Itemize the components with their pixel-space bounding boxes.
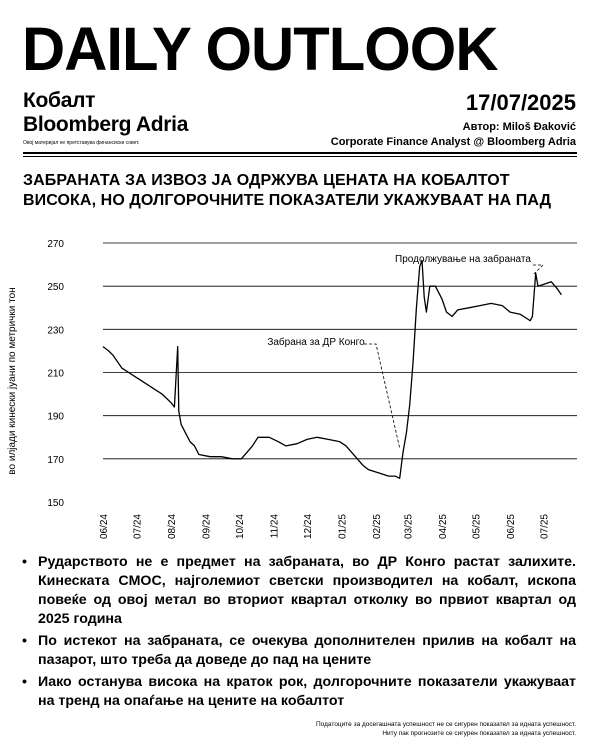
x-tick-label-11: 05/25	[471, 514, 483, 540]
y-tick-label-210: 210	[47, 368, 64, 380]
x-tick-label-0: 06/24	[99, 514, 110, 540]
x-tick-label-6: 12/24	[303, 514, 315, 540]
key-point-2: • По истекот на забраната, се очекува дополнителен прилив на кобалт на пазарот, што треба да доведе до пад на цените	[22, 632, 576, 670]
y-tick-label-270: 270	[47, 239, 64, 250]
annotation-leader-extension	[532, 265, 543, 276]
x-tick-label-5: 11/24	[269, 514, 281, 539]
x-tick-label-7: 01/25	[337, 514, 349, 540]
publisher-name: Bloomberg Adria	[23, 113, 189, 136]
chart-y-tick-labels	[47, 239, 64, 509]
x-tick-label-3: 09/24	[201, 514, 213, 540]
report-date: 17/07/2025	[465, 90, 576, 115]
header-divider-thin	[23, 156, 577, 157]
chart-gridlines	[103, 243, 577, 459]
top-disclaimer: Овој материјал не претставува финансиски совет.	[23, 140, 140, 146]
y-tick-label-150: 150	[47, 498, 64, 509]
x-tick-label-1: 07/24	[132, 514, 144, 540]
footer-disclaimer	[316, 720, 576, 738]
y-tick-label-250: 250	[47, 282, 64, 294]
x-tick-label-2: 08/24	[167, 514, 179, 540]
key-point-1: • Рударството не е предмет на забраната, во ДР Конго растат залихите. Кинеската CMOC, најголемиот светски производител на кобалт, ископа повеќе од овој метал во вториот квартал отколку во првиот квартал од 2025 година	[22, 553, 576, 629]
footer-disclaimer-line-1: Податоците за досегашната успешност не се сигурен показател за идната успешност.	[316, 721, 576, 728]
y-tick-label-190: 190	[47, 411, 64, 423]
x-tick-label-10: 04/25	[438, 514, 450, 540]
chart-series-layer	[103, 260, 561, 478]
x-tick-label-12: 06/25	[506, 514, 518, 540]
chart-y-axis-label: во илјади кинески јуани по метрички тон	[7, 287, 18, 475]
footer-disclaimer-line-2: Ниту пак прогнозите се сигурен показател за идната успешност.	[382, 730, 576, 737]
x-tick-label-8: 02/25	[372, 514, 384, 540]
annotation-leader-ban	[364, 344, 400, 448]
x-tick-label-4: 10/24	[235, 514, 247, 540]
chart-annotations	[267, 253, 543, 448]
annotation-label-ban: Забрана за ДР Конго	[267, 337, 365, 348]
report-meta	[331, 91, 576, 149]
author-role: Corporate Finance Analyst @ Bloomberg Adria	[330, 136, 576, 148]
headline: ЗАБРАНАТА ЗА ИЗВОЗ ЈА ОДРЖУВА ЦЕНАТА НА КОБАЛТОТ ВИСОКА, НО ДОЛГОРОЧНИТЕ ПОКАЗАТЕЛИ УКАЖУВААТ НА ПАД	[23, 172, 552, 209]
x-tick-label-13: 07/25	[539, 514, 551, 540]
annotation-label-extension: Продолжување на забраната	[395, 254, 531, 265]
author-name: Автор: Miloš Đaković	[462, 121, 576, 133]
chart-x-tick-labels	[99, 514, 551, 539]
masthead-title: DAILY OUTLOOK	[22, 15, 498, 83]
y-tick-label-170: 170	[47, 454, 64, 466]
topic-title: Кобалт	[23, 89, 96, 112]
report-info	[23, 89, 188, 147]
x-tick-label-9: 03/25	[403, 514, 415, 540]
key-point-3: • Иако останува висока на краток рок, долгорочните показатели укажуваат на тренд на опаѓање на цените на кобалтот	[22, 673, 576, 711]
series-line-0	[103, 260, 561, 478]
header-divider-thick	[23, 152, 577, 154]
y-tick-label-230: 230	[47, 325, 64, 337]
key-points-list	[22, 553, 576, 714]
cobalt-price-chart	[0, 230, 600, 542]
